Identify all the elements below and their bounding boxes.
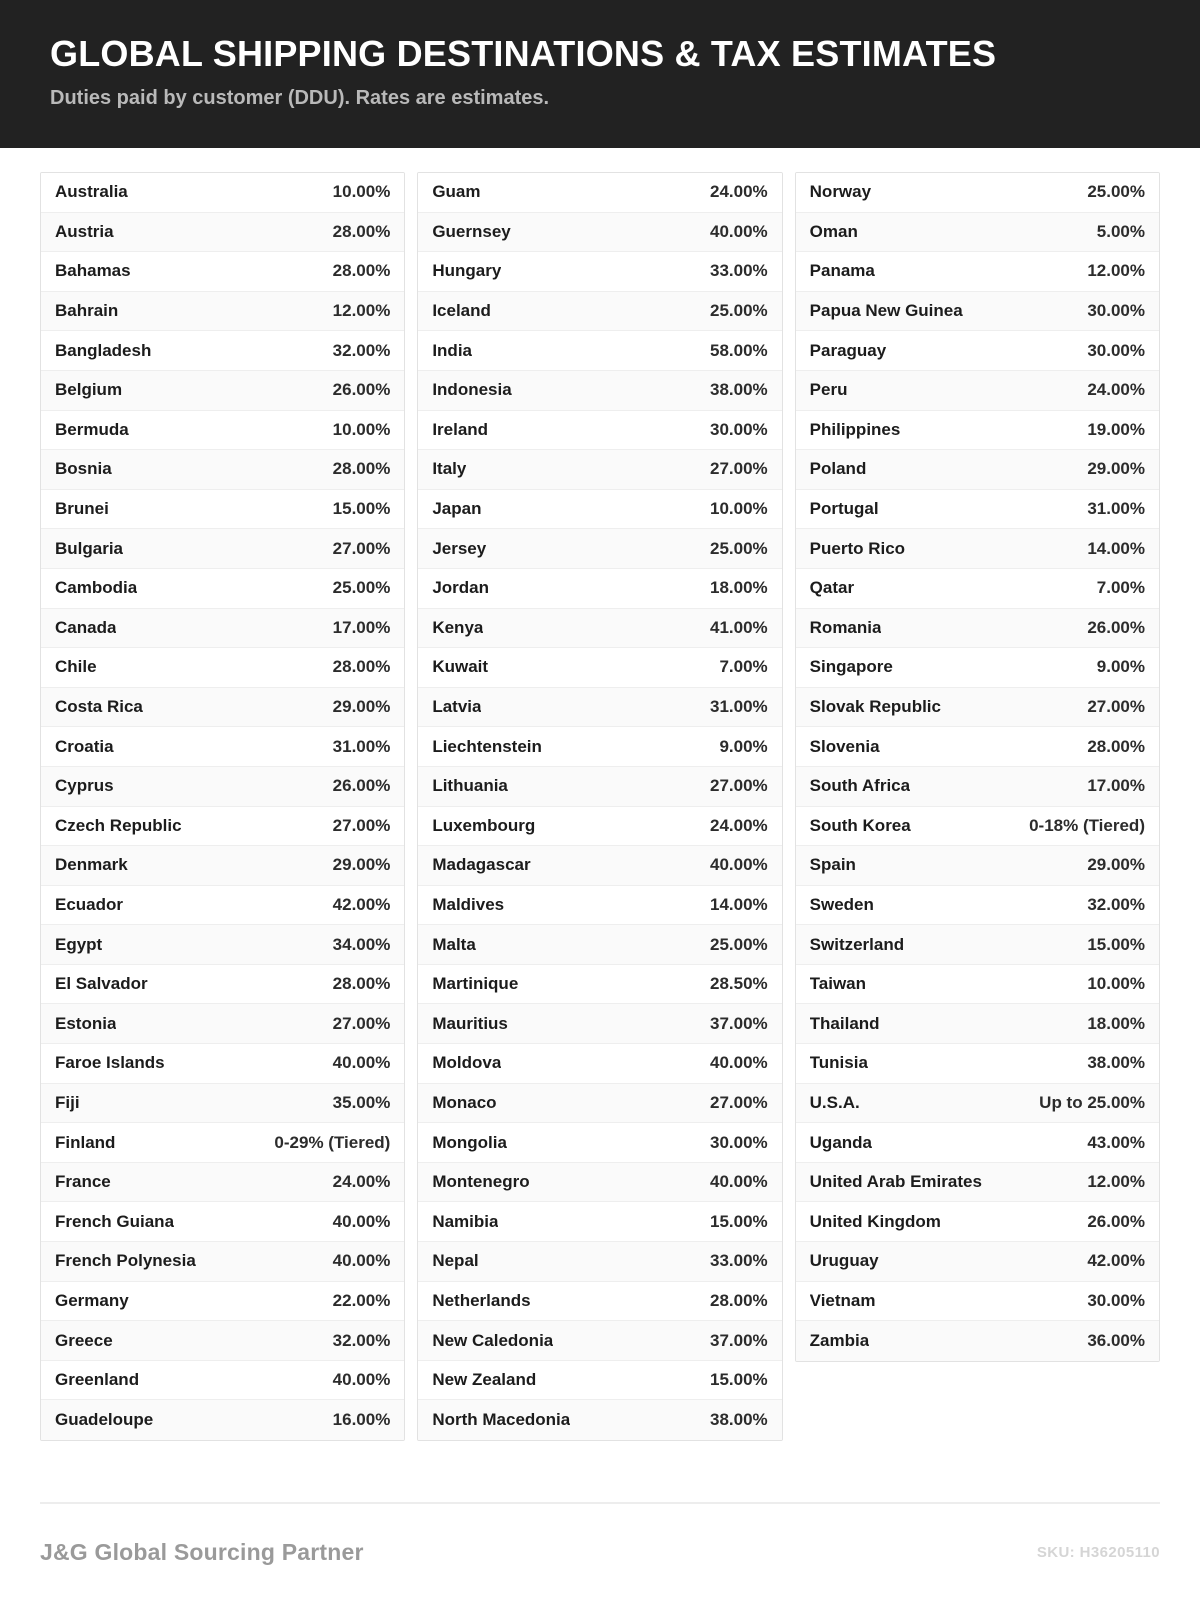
country-name: Kuwait — [432, 657, 489, 677]
country-name: Spain — [809, 855, 856, 875]
country-name: Mauritius — [432, 1013, 508, 1033]
table-row — [41, 1202, 404, 1242]
table-row — [418, 1084, 781, 1124]
tax-rate: 40.00% — [332, 1370, 391, 1390]
table-row — [796, 727, 1159, 767]
country-name: Martinique — [432, 974, 519, 994]
table-row — [41, 252, 404, 292]
table-row — [796, 1004, 1159, 1044]
table-row — [418, 173, 781, 213]
footer-brand: J&G Global Sourcing Partner — [40, 1538, 364, 1565]
country-name: Portugal — [809, 499, 879, 519]
country-name: Costa Rica — [55, 697, 143, 717]
country-name: United Kingdom — [809, 1211, 941, 1231]
table-row — [418, 1004, 781, 1044]
country-name: Philippines — [809, 419, 901, 439]
country-name: France — [55, 1172, 111, 1192]
country-name: Jordan — [432, 578, 490, 598]
table-row — [796, 1163, 1159, 1203]
table-row — [41, 886, 404, 926]
rates-column — [40, 172, 405, 1441]
country-name: Australia — [55, 182, 128, 202]
tax-rate: 31.00% — [332, 736, 391, 756]
country-name: Jersey — [432, 538, 487, 558]
tax-rate: 37.00% — [709, 1013, 768, 1033]
country-name: Uruguay — [809, 1251, 879, 1271]
table-row — [41, 1123, 404, 1163]
table-row — [41, 1242, 404, 1282]
tax-rate: 18.00% — [1087, 1013, 1145, 1033]
rates-column — [417, 172, 782, 1441]
country-name: Taiwan — [809, 974, 867, 994]
table-row — [796, 807, 1159, 847]
country-name: Italy — [432, 459, 467, 479]
country-name: Canada — [55, 617, 117, 637]
country-name: Cyprus — [55, 776, 114, 796]
table-row — [418, 569, 781, 609]
tax-rate: 25.00% — [709, 301, 768, 321]
tax-rate: 27.00% — [332, 538, 391, 558]
tax-rate: 25.00% — [332, 578, 391, 598]
tax-rate: 22.00% — [332, 1290, 391, 1310]
table-row — [418, 886, 781, 926]
country-name: El Salvador — [55, 974, 148, 994]
country-name: Mongolia — [432, 1132, 507, 1152]
tax-rate: 9.00% — [1096, 657, 1145, 677]
tax-rate: 43.00% — [1087, 1132, 1145, 1152]
tax-rate: 10.00% — [332, 419, 391, 439]
country-name: Qatar — [809, 578, 855, 598]
table-row — [41, 450, 404, 490]
country-name: Panama — [809, 261, 875, 281]
country-name: French Polynesia — [55, 1251, 196, 1271]
footer-sku: SKU: H36205110 — [1036, 1543, 1160, 1561]
country-name: Chile — [55, 657, 97, 677]
table-row — [796, 1282, 1159, 1322]
table-row — [418, 609, 781, 649]
tax-rate: 40.00% — [709, 855, 768, 875]
country-name: Liechtenstein — [432, 736, 542, 756]
table-row — [418, 331, 781, 371]
table-row — [41, 1321, 404, 1361]
country-name: Bermuda — [55, 419, 129, 439]
table-row — [41, 807, 404, 847]
country-name: North Macedonia — [432, 1410, 571, 1430]
table-row — [418, 1321, 781, 1361]
tax-rate: 38.00% — [709, 380, 768, 400]
country-name: Bosnia — [55, 459, 112, 479]
country-name: Monaco — [432, 1092, 497, 1112]
tax-rate: 33.00% — [709, 261, 768, 281]
tax-rate: 29.00% — [1087, 459, 1145, 479]
tax-rate: 32.00% — [332, 1330, 391, 1350]
country-name: Guam — [432, 182, 481, 202]
table-row — [796, 886, 1159, 926]
country-name: New Zealand — [432, 1370, 537, 1390]
country-name: Lithuania — [432, 776, 508, 796]
tax-rate: 41.00% — [709, 617, 768, 637]
tax-rate: 26.00% — [1087, 617, 1145, 637]
tax-rate: 24.00% — [332, 1172, 391, 1192]
tax-rate: 40.00% — [332, 1211, 391, 1231]
tax-rate: 29.00% — [1087, 855, 1145, 875]
country-name: Ireland — [432, 419, 489, 439]
country-name: French Guiana — [55, 1211, 175, 1231]
table-row — [418, 490, 781, 530]
tax-rate: 15.00% — [1087, 934, 1145, 954]
tax-rate: 24.00% — [709, 815, 768, 835]
country-name: United Arab Emirates — [809, 1172, 982, 1192]
table-row — [41, 569, 404, 609]
tax-rate: 26.00% — [332, 380, 391, 400]
rates-column — [795, 172, 1160, 1362]
tax-rate: 12.00% — [1087, 261, 1145, 281]
table-row — [418, 411, 781, 451]
table-row — [796, 925, 1159, 965]
table-row — [796, 1084, 1159, 1124]
table-row — [796, 965, 1159, 1005]
country-name: Madagascar — [432, 855, 531, 875]
country-name: Nepal — [432, 1251, 479, 1271]
country-name: Poland — [809, 459, 867, 479]
country-name: New Caledonia — [432, 1330, 554, 1350]
tax-rate: 14.00% — [709, 894, 768, 914]
tax-rate: 28.00% — [332, 974, 391, 994]
country-name: Belgium — [55, 380, 123, 400]
tax-rate: 28.00% — [332, 459, 391, 479]
table-row — [41, 213, 404, 253]
country-name: Norway — [809, 182, 872, 202]
tax-rate: 10.00% — [709, 499, 768, 519]
country-name: Papua New Guinea — [809, 301, 963, 321]
table-row — [418, 529, 781, 569]
tax-rate: 31.00% — [1087, 499, 1145, 519]
table-row — [418, 1044, 781, 1084]
tax-rate: 12.00% — [1087, 1172, 1145, 1192]
table-row — [418, 807, 781, 847]
table-row — [41, 1163, 404, 1203]
table-row — [418, 767, 781, 807]
table-row — [41, 1004, 404, 1044]
table-row — [796, 609, 1159, 649]
table-row — [418, 965, 781, 1005]
country-name: Croatia — [55, 736, 114, 756]
table-row — [418, 648, 781, 688]
table-row — [796, 569, 1159, 609]
country-name: South Korea — [809, 815, 911, 835]
table-row — [41, 1044, 404, 1084]
table-row — [796, 767, 1159, 807]
table-row — [418, 1163, 781, 1203]
country-name: Maldives — [432, 894, 505, 914]
tax-rate: 5.00% — [1096, 221, 1145, 241]
country-name: Iceland — [432, 301, 491, 321]
country-name: Singapore — [809, 657, 893, 677]
table-row — [41, 846, 404, 886]
country-name: Czech Republic — [55, 815, 182, 835]
tax-rate: 33.00% — [709, 1251, 768, 1271]
tax-rate: 32.00% — [332, 340, 391, 360]
tax-rate: 7.00% — [719, 657, 768, 677]
tax-rate: 14.00% — [1087, 538, 1145, 558]
tax-rate: 9.00% — [719, 736, 768, 756]
table-row — [796, 292, 1159, 332]
table-row — [418, 925, 781, 965]
table-row — [796, 529, 1159, 569]
tax-rate: 28.00% — [332, 221, 391, 241]
tax-rate: 10.00% — [332, 182, 391, 202]
country-name: Romania — [809, 617, 882, 637]
table-row — [796, 648, 1159, 688]
tax-rate: 27.00% — [709, 776, 768, 796]
table-row — [41, 529, 404, 569]
tax-rate: 29.00% — [332, 855, 391, 875]
tax-rate: 32.00% — [1087, 894, 1145, 914]
table-row — [41, 331, 404, 371]
page-subtitle: Duties paid by customer (DDU). Rates are estimates. — [50, 86, 550, 109]
country-name: Paraguay — [809, 340, 887, 360]
table-row — [418, 1202, 781, 1242]
table-row — [41, 1361, 404, 1401]
tax-rate: 58.00% — [709, 340, 768, 360]
tax-rate: 35.00% — [332, 1092, 391, 1112]
tax-rate: 24.00% — [709, 182, 768, 202]
tax-rate: 24.00% — [1087, 380, 1145, 400]
country-name: Guadeloupe — [55, 1410, 154, 1430]
country-name: Germany — [55, 1290, 129, 1310]
country-name: Austria — [55, 221, 114, 241]
country-name: Bulgaria — [55, 538, 124, 558]
country-name: Luxembourg — [432, 815, 536, 835]
tax-rate: 25.00% — [1087, 182, 1145, 202]
tax-rate: 0-29% (Tiered) — [274, 1132, 391, 1152]
table-row — [418, 846, 781, 886]
country-name: Puerto Rico — [809, 538, 906, 558]
tax-rate: 28.00% — [709, 1290, 768, 1310]
tax-rate: 25.00% — [709, 934, 768, 954]
country-name: U.S.A. — [809, 1092, 860, 1112]
country-name: Estonia — [55, 1013, 117, 1033]
table-row — [41, 925, 404, 965]
tax-rate: 15.00% — [709, 1211, 768, 1231]
tax-rate: 27.00% — [709, 459, 768, 479]
table-row — [418, 727, 781, 767]
table-row — [418, 252, 781, 292]
table-row — [418, 1400, 781, 1440]
tax-rate: 28.00% — [332, 657, 391, 677]
table-row — [796, 688, 1159, 728]
country-name: Bangladesh — [55, 340, 152, 360]
table-row — [418, 1242, 781, 1282]
table-row — [796, 1123, 1159, 1163]
tax-rate: 27.00% — [1087, 697, 1145, 717]
country-name: Montenegro — [432, 1172, 530, 1192]
tax-rate: 26.00% — [332, 776, 391, 796]
tax-rate: 17.00% — [1087, 776, 1145, 796]
tax-rate: 25.00% — [709, 538, 768, 558]
table-row — [796, 490, 1159, 530]
country-name: Indonesia — [432, 380, 512, 400]
tax-rate: 30.00% — [1087, 340, 1145, 360]
country-name: Finland — [55, 1132, 116, 1152]
country-name: Switzerland — [809, 934, 905, 954]
table-row — [41, 648, 404, 688]
tax-rate: 28.00% — [1087, 736, 1145, 756]
tax-rate: 38.00% — [1087, 1053, 1145, 1073]
table-row — [41, 965, 404, 1005]
tax-rate: 31.00% — [709, 697, 768, 717]
country-name: Tunisia — [809, 1053, 868, 1073]
table-row — [41, 727, 404, 767]
table-row — [418, 371, 781, 411]
country-name: Zambia — [809, 1331, 870, 1351]
tax-rate: 27.00% — [332, 815, 391, 835]
country-name: Greenland — [55, 1370, 140, 1390]
tax-rate: 17.00% — [332, 617, 391, 637]
table-row — [41, 767, 404, 807]
tax-rate: 27.00% — [332, 1013, 391, 1033]
table-row — [796, 213, 1159, 253]
tax-rate: 40.00% — [709, 1172, 768, 1192]
country-name: Malta — [432, 934, 476, 954]
tax-rate: 28.00% — [332, 261, 391, 281]
tax-rate: 28.50% — [709, 974, 768, 994]
table-row — [41, 1400, 404, 1440]
page-footer — [40, 1502, 1160, 1600]
country-name: Fiji — [55, 1092, 80, 1112]
tax-rate: 34.00% — [332, 934, 391, 954]
tax-rate: 27.00% — [709, 1092, 768, 1112]
country-name: Japan — [432, 499, 482, 519]
table-row — [41, 490, 404, 530]
tax-rate: 30.00% — [709, 419, 768, 439]
country-name: Egypt — [55, 934, 103, 954]
tax-rate: 12.00% — [332, 301, 391, 321]
tax-rate: 0-18% (Tiered) — [1029, 815, 1145, 835]
table-row — [796, 450, 1159, 490]
tax-rate: 42.00% — [332, 894, 391, 914]
tax-rate: 30.00% — [709, 1132, 768, 1152]
tax-rate: 15.00% — [332, 499, 391, 519]
tax-rate: 30.00% — [1087, 1290, 1145, 1310]
country-name: Sweden — [809, 894, 874, 914]
table-row — [418, 1361, 781, 1401]
table-row — [796, 1044, 1159, 1084]
tax-rate: 38.00% — [709, 1410, 768, 1430]
tax-rate: 30.00% — [1087, 301, 1145, 321]
tax-rate: 40.00% — [709, 221, 768, 241]
tax-rate: 40.00% — [332, 1053, 391, 1073]
country-name: Brunei — [55, 499, 109, 519]
country-name: Uganda — [809, 1132, 872, 1152]
table-row — [41, 411, 404, 451]
country-name: Kenya — [432, 617, 484, 637]
tax-rate: 29.00% — [332, 697, 391, 717]
tax-rate: 15.00% — [709, 1370, 768, 1390]
table-row — [796, 371, 1159, 411]
page-title: GLOBAL SHIPPING DESTINATIONS & TAX ESTIMATES — [50, 33, 997, 74]
table-row — [41, 688, 404, 728]
table-row — [418, 1282, 781, 1322]
tax-rate: 37.00% — [709, 1330, 768, 1350]
table-row — [41, 173, 404, 213]
country-name: Namibia — [432, 1211, 499, 1231]
country-name: Slovenia — [809, 736, 880, 756]
tax-rate: 19.00% — [1087, 419, 1145, 439]
table-row — [796, 846, 1159, 886]
tax-rate: 42.00% — [1087, 1251, 1145, 1271]
table-row — [418, 292, 781, 332]
country-name: Faroe Islands — [55, 1053, 165, 1073]
country-name: South Africa — [809, 776, 911, 796]
table-row — [796, 1242, 1159, 1282]
table-row — [418, 450, 781, 490]
table-row — [796, 173, 1159, 213]
country-name: Denmark — [55, 855, 128, 875]
table-row — [796, 331, 1159, 371]
tax-rate: 18.00% — [709, 578, 768, 598]
country-name: Thailand — [809, 1013, 880, 1033]
country-name: Greece — [55, 1330, 113, 1350]
country-name: Bahrain — [55, 301, 119, 321]
table-row — [796, 411, 1159, 451]
table-row — [41, 1084, 404, 1124]
tax-rate: 16.00% — [332, 1410, 391, 1430]
tax-rate: Up to 25.00% — [1039, 1092, 1145, 1112]
table-row — [41, 292, 404, 332]
country-name: Cambodia — [55, 578, 138, 598]
tax-rate: 40.00% — [332, 1251, 391, 1271]
tax-rate: 10.00% — [1087, 974, 1145, 994]
table-row — [41, 609, 404, 649]
country-name: Ecuador — [55, 894, 124, 914]
country-name: Bahamas — [55, 261, 131, 281]
table-row — [418, 688, 781, 728]
rates-columns — [0, 148, 1200, 1484]
country-name: Slovak Republic — [809, 697, 941, 717]
country-name: India — [432, 340, 472, 360]
country-name: Oman — [809, 221, 858, 241]
country-name: Vietnam — [809, 1290, 876, 1310]
table-row — [41, 1282, 404, 1322]
tax-rate: 36.00% — [1087, 1331, 1145, 1351]
country-name: Hungary — [432, 261, 502, 281]
table-row — [41, 371, 404, 411]
country-name: Moldova — [432, 1053, 502, 1073]
tax-rate: 7.00% — [1096, 578, 1145, 598]
table-row — [796, 252, 1159, 292]
table-row — [418, 213, 781, 253]
country-name: Latvia — [432, 697, 482, 717]
table-row — [796, 1321, 1159, 1361]
table-row — [796, 1202, 1159, 1242]
table-row — [418, 1123, 781, 1163]
country-name: Netherlands — [432, 1290, 531, 1310]
country-name: Guernsey — [432, 221, 511, 241]
tax-rate: 40.00% — [709, 1053, 768, 1073]
country-name: Peru — [809, 380, 848, 400]
page-header — [0, 0, 1200, 148]
tax-rate: 26.00% — [1087, 1211, 1145, 1231]
